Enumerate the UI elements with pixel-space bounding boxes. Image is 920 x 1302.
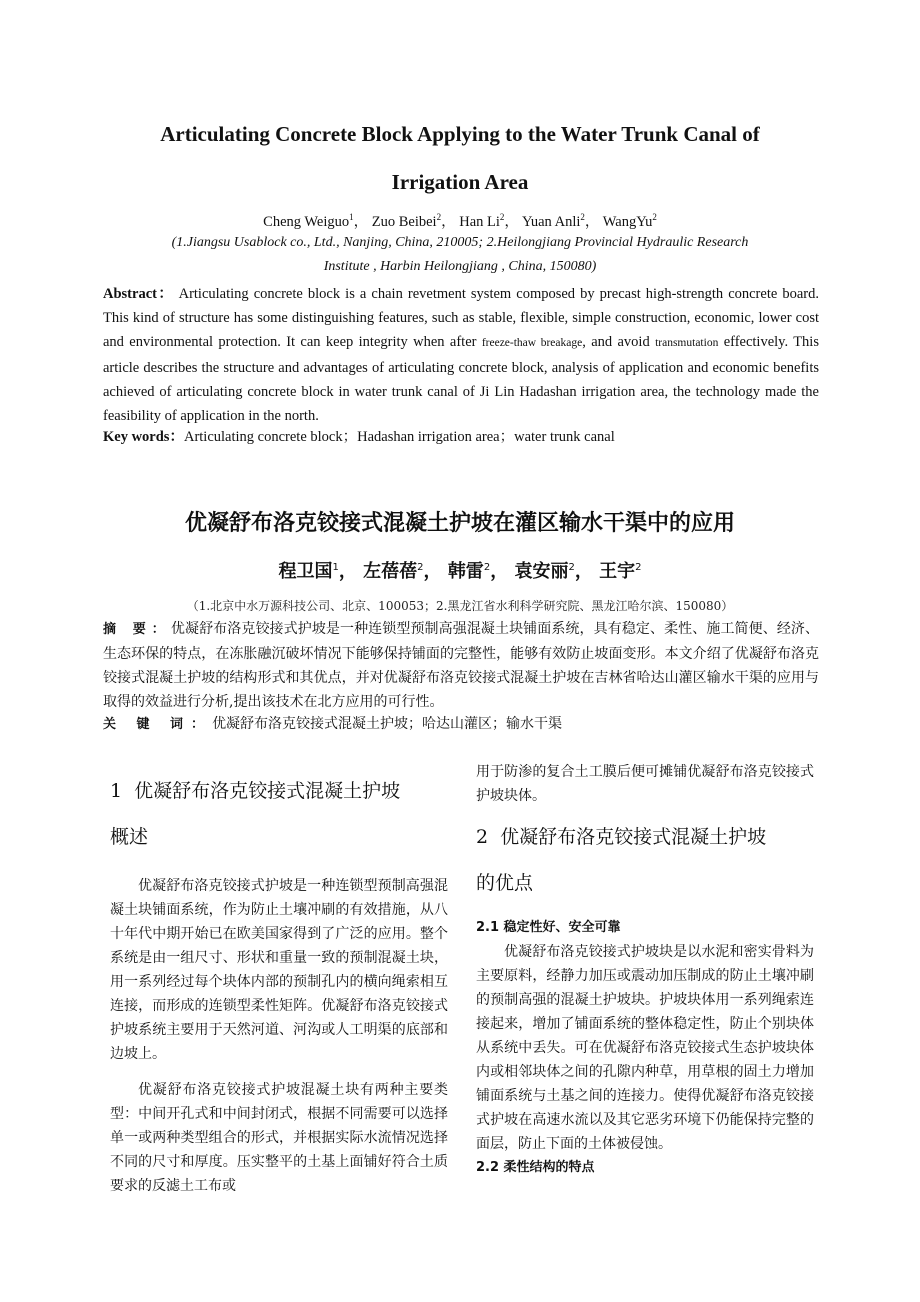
english-affiliation-line-1: (1.Jiangsu Usablock co., Ltd., Nanjing, China, 210005; 2.Heilongjiang Provincial Hydraulic Research (171, 235, 749, 250)
english-title-line-2: Irrigation Area (391, 170, 529, 194)
english-title-line-1: Articulating Concrete Block Applying to the Water Trunk Canal of (160, 122, 760, 146)
section-2-heading-cont: 的优点 (476, 872, 534, 894)
english-keywords: Key words：Articulating concrete block；Hadashan irrigation area；water trunk canal (103, 429, 615, 445)
section-1-paragraph-2: 优凝舒布洛克铰接式护坡混凝土块有两种主要类型：中间开孔式和中间封闭式，根据不同需要可以选择单一或两种类型组合的形式，并根据实际水流情况选择不同的尺寸和厚度。压实整平的土基上面铺好符合土质要求的反滤土工布或 (110, 1082, 448, 1194)
chinese-abstract-label: 摘 要： (103, 622, 171, 637)
subsection-2-2-heading: 2.2 柔性结构的特点 (476, 1160, 595, 1175)
chinese-keywords-label: 关 键 词： (103, 717, 213, 732)
chinese-authors: 程卫国$^1$， 左蓓蓓$^2$， 韩雷$^2$， 袁安丽$^2$， 王宇$^2$ (278, 561, 642, 582)
subsection-2-1-heading: 2.1 稳定性好、安全可靠 (476, 920, 621, 935)
section-1-heading-cont: 概述 (110, 826, 149, 848)
english-abstract: Abstract： Articulating concrete block is a chain revetment system composed by precast high-strength concrete board. This kind of structure has some distinguishing features, such as stable, flexible, simple construction, economic, lower cost and environmental protection. It can keep integrity when after freeze-thaw breakage, and avoid transmutation effectively. This article describes the structure and advantages of articulating concrete block, analysis of application and economic benefits achieved of articulating concrete block in water trunk canal of Ji Lin Hadashan irrigation area, the technology made the feasibility of application in the north. (103, 286, 819, 425)
english-affiliation-line-2: Institute , Harbin Heilongjiang , China, 150080) (323, 259, 597, 274)
subsection-2-1-paragraph: 优凝舒布洛克铰接式护坡块是以水泥和密实骨料为主要原料，经静力加压或震动加压制成的防止土壤冲刷的预制高强的混凝土护坡块。护坡块体用一系列绳索连接起来，增加了铺面系统的整体稳定性，防止个别块体从系统中丢失。可在优凝舒布洛克铰接式生态护坡块体内或相邻块体之间的孔隙内种草，用草根的固土力增加铺面系统与土基之间的连接力。使得优凝舒布洛克铰接式护坡在高速水流以及其它恶劣环境下仍能保持完整的面层，防止下面的土体被侵蚀。 (476, 944, 814, 1152)
section-1-heading: 1 优凝舒布洛克铰接式混凝土护坡 (110, 780, 401, 802)
chinese-title: 优凝舒布洛克铰接式混凝土护坡在灌区输水干渠中的应用 (184, 511, 735, 536)
english-abstract-label: Abstract： (103, 286, 175, 302)
chinese-affiliation: （1.北京中水万源科技公司、北京、100053；2.黑龙江省水利科学研究院、黑龙江哈尔滨、150080） (186, 599, 734, 613)
chinese-abstract: 摘 要：优凝舒布洛克铰接式护坡是一种连锁型预制高强混凝土块铺面系统，具有稳定、柔性、施工简便、经济、生态环保的特点，在冻胀融沉破坏情况下能够保持铺面的完整性，能够有效防止坡面变形。本文介绍了优凝舒布洛克铰接式混凝土护坡的结构形式和其优点，并对优凝舒布洛克铰接式混凝土护坡在吉林省哈达山灌区输水干渠的应用与取得的效益进行分析,提出该技术在北方应用的可行性。 (103, 621, 820, 710)
right-column (476, 760, 814, 1180)
section-2-heading: 2 优凝舒布洛克铰接式混凝土护坡 (476, 826, 767, 848)
section-1-paragraph-2-continued: 用于防渗的复合土工膜后便可摊铺优凝舒布洛克铰接式护坡块体。 (476, 764, 814, 804)
chinese-keywords: 关 键 词：优凝舒布洛克铰接式混凝土护坡；哈达山灌区；输水干渠 (103, 716, 563, 732)
left-column (110, 768, 448, 1198)
english-authors: Cheng Weiguo$^1$， Zuo Beibei$^2$， Han Li$^2$， Yuan Anli$^2$， WangYu$^2$ (263, 212, 657, 230)
section-1-paragraph-1: 优凝舒布洛克铰接式护坡是一种连锁型预制高强混凝土块铺面系统，作为防止土壤冲刷的有效措施，从八十年代中期开始已在欧美国家得到了广泛的应用。整个系统是由一组尺寸、形状和重量一致的预制混凝土块，用一系列经过每个块体内部的预制孔内的横向绳索相互连接，而形成的连锁型柔性矩阵。优凝舒布洛克铰接式护坡系统主要用于天然河道、河沟或人工明渠的底部和边坡上。 (110, 878, 448, 1062)
english-keywords-label: Key words： (103, 429, 184, 445)
